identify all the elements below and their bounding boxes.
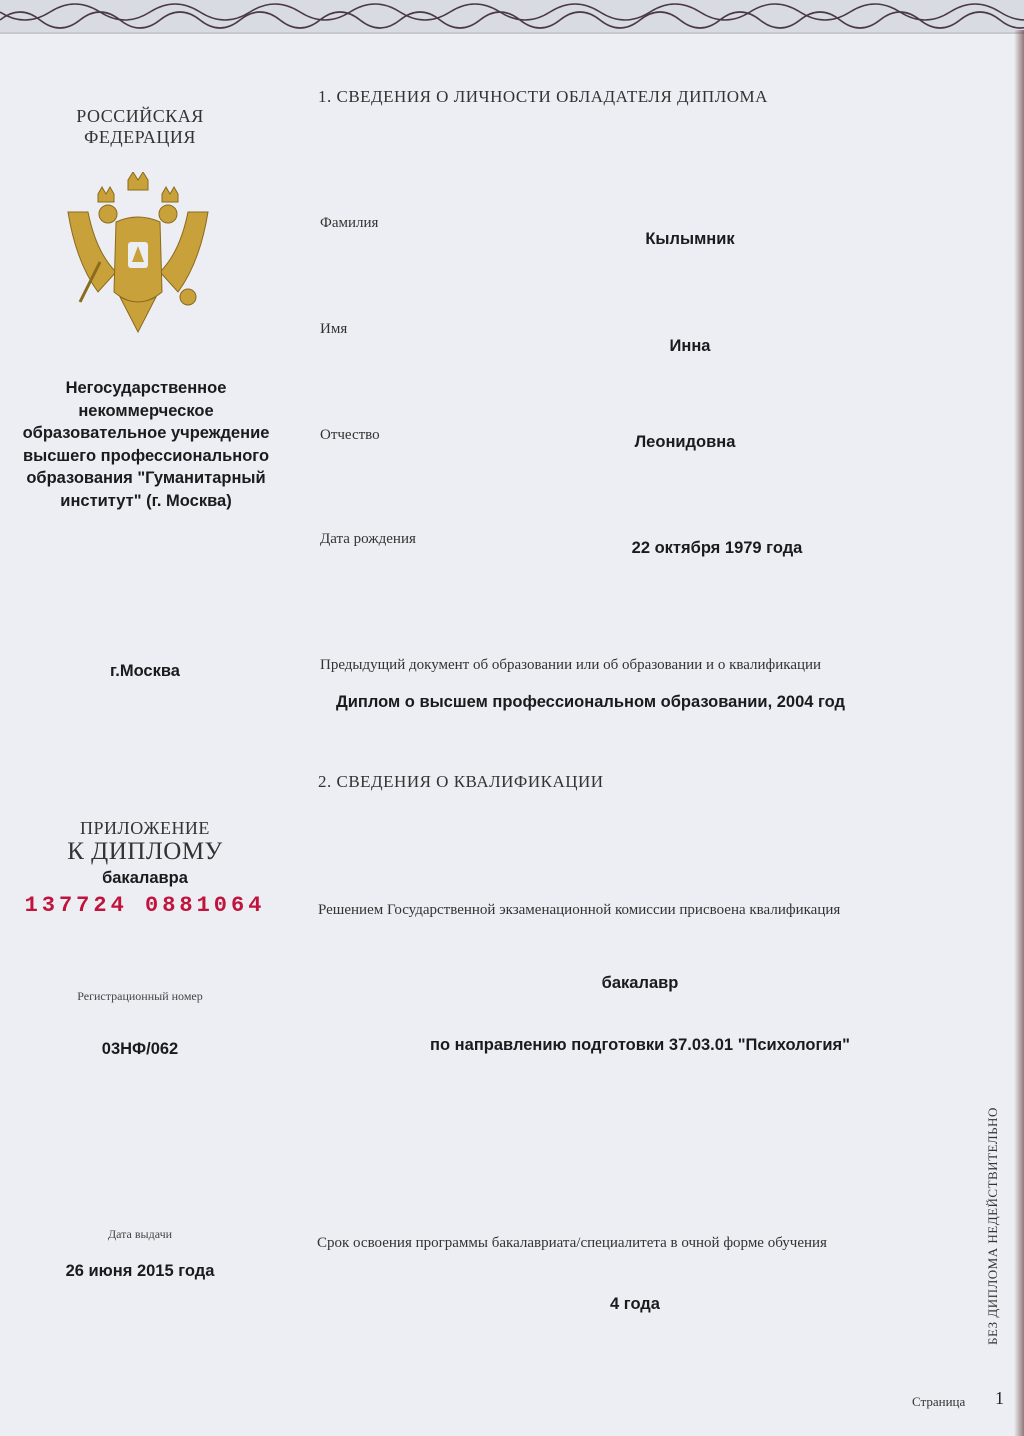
surname-value: Кылымник bbox=[645, 230, 735, 248]
russian-coat-of-arms-icon bbox=[58, 172, 218, 342]
page-number: 1 bbox=[995, 1388, 1004, 1408]
name-value: Инна bbox=[669, 337, 711, 355]
appendix-title-line1: ПРИЛОЖЕНИЕ bbox=[80, 818, 210, 838]
issue-date-label: Дата выдачи bbox=[107, 1227, 173, 1241]
study-term-value: 4 года bbox=[610, 1295, 660, 1313]
page-edge-shadow bbox=[1014, 30, 1024, 1436]
degree-kind: бакалавра bbox=[102, 869, 188, 887]
section-2-title: 2. СВЕДЕНИЯ О КВАЛИФИКАЦИИ bbox=[318, 772, 604, 791]
birth-date-value: 22 октября 1979 года bbox=[631, 539, 803, 557]
surname-label: Фамилия bbox=[320, 215, 379, 231]
qualification-value: бакалавр bbox=[601, 974, 679, 992]
country-name: РОССИЙСКАЯ ФЕДЕРАЦИЯ bbox=[76, 106, 204, 147]
appendix-title-line2: К ДИПЛОМУ bbox=[67, 838, 223, 865]
study-direction-value: по направлению подготовки 37.03.01 "Психология" bbox=[430, 1036, 850, 1054]
study-term-label: Срок освоения программы бакалавриата/специалитета в очной форме обучения bbox=[317, 1235, 827, 1251]
previous-document-value: Диплом о высшем профессиональном образовании, 2004 год bbox=[336, 693, 846, 711]
name-label: Имя bbox=[320, 321, 348, 337]
serial-number: 137724 0881064 bbox=[24, 893, 266, 918]
city: г.Москва bbox=[110, 662, 180, 680]
issue-date: 26 июня 2015 года bbox=[65, 1262, 215, 1280]
page-label: Страница bbox=[912, 1394, 966, 1409]
decorative-border bbox=[0, 0, 1024, 34]
birth-date-label: Дата рождения bbox=[320, 531, 416, 547]
patronymic-value: Леонидовна bbox=[634, 433, 736, 451]
qualification-decision-label: Решением Государственной экзаменационной комиссии присвоена квалификация bbox=[318, 902, 841, 918]
validity-note: БЕЗ ДИПЛОМА НЕДЕЙСТВИТЕЛЬНО bbox=[985, 1107, 1000, 1345]
previous-document-label: Предыдущий документ об образовании или об образовании и о квалификации bbox=[320, 657, 822, 673]
section-1-title: 1. СВЕДЕНИЯ О ЛИЧНОСТИ ОБЛАДАТЕЛЯ ДИПЛОМА bbox=[318, 87, 768, 106]
institution-name: Негосударственное некоммерческое образовательное учреждение высшего профессионального образования "Гуманитарный институт" (г. Москва) bbox=[22, 379, 270, 510]
registration-number: 03НФ/062 bbox=[101, 1040, 179, 1058]
patronymic-label: Отчество bbox=[320, 427, 380, 443]
registration-number-label: Регистрационный номер bbox=[77, 989, 203, 1003]
